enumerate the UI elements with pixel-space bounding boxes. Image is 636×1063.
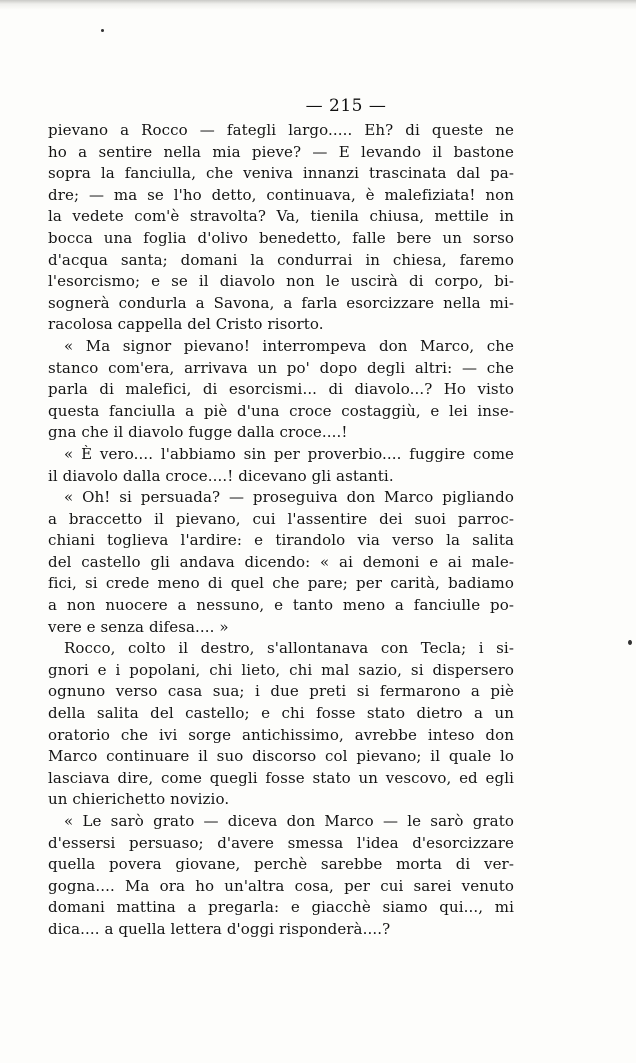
text-line: sognerà condurla a Savona, a farla esorcizzare nella mi-	[48, 293, 514, 312]
text-line: lasciava dire, come quegli fosse stato un vescovo, ed egli	[48, 768, 514, 787]
text-line: a braccetto il pievano, cui l'assentire dei suoi parroc-	[48, 509, 514, 528]
page-top-edge	[0, 0, 636, 10]
text-line: gna che il diavolo fugge dalla croce....!	[48, 423, 348, 442]
text-line: fici, si crede meno di quel che pare; per carità, badiamo	[48, 574, 514, 593]
text-line: Rocco, colto il destro, s'allontanava con Tecla; i si-	[64, 639, 514, 658]
text-line: dre; — ma se l'ho detto, continuava, è malefiziata! non	[48, 185, 514, 204]
body-text	[48, 120, 514, 941]
text-line: un chierichetto novizio.	[48, 790, 230, 809]
text-line: oratorio che ivi sorge antichissimo, avrebbe inteso don	[48, 725, 514, 744]
text-line: domani mattina a pregarla: e giacchè siamo qui..., mi	[48, 898, 514, 917]
text-line: d'essersi persuaso; d'avere smessa l'idea d'esorcizzare	[48, 833, 514, 852]
text-line: quella povera giovane, perchè sarebbe morta di ver-	[48, 855, 514, 874]
text-line: a non nuocere a nessuno, e tanto meno a fanciulle po-	[48, 596, 514, 615]
text-line: pievano a Rocco — fategli largo..... Eh? di queste ne	[48, 121, 514, 139]
text-line: gogna.... Ma ora ho un'altra cosa, per cui sarei venuto	[48, 876, 514, 895]
text-line: bocca una foglia d'olivo benedetto, falle bere un sorso	[48, 228, 514, 247]
ink-speck	[101, 29, 104, 32]
text-line: parla di malefici, di esorcismi... di diavolo...? Ho visto	[48, 380, 514, 399]
page-number: — 215 —	[305, 96, 387, 116]
text-line: la vedete com'è stravolta? Va, tienila chiusa, mettile in	[48, 207, 514, 226]
text-line: vere e senza difesa.... »	[48, 617, 229, 636]
text-line: « Ma signor pievano! interrompeva don Marco, che	[64, 336, 514, 355]
text-line: « È vero.... l'abbiamo sin per proverbio.... fuggire come	[64, 444, 514, 463]
text-line: sopra la fanciulla, che veniva innanzi trascinata dal pa-	[48, 164, 514, 183]
text-line: della salita del castello; e chi fosse stato dietro a un	[48, 704, 514, 723]
text-line: « Oh! si persuada? — proseguiva don Marco pigliando	[64, 488, 514, 507]
text-line: ho a sentire nella mia pieve? — E levando il bastone	[48, 142, 514, 161]
text-line: Marco continuare il suo discorso col pievano; il quale lo	[48, 747, 514, 766]
text-line: stanco com'era, arrivava un po' dopo degli altri: — che	[48, 358, 514, 377]
ink-speck	[628, 640, 632, 645]
text-line: chiani toglieva l'ardire: e tirandolo via verso la salita	[48, 531, 514, 550]
text-line: ognuno verso casa sua; i due preti si fermarono a piè	[48, 682, 514, 701]
text-line: questa fanciulla a piè d'una croce costaggiù, e lei inse-	[48, 401, 514, 420]
text-line: « Le sarò grato — diceva don Marco — le sarò grato	[64, 812, 514, 830]
text-line: l'esorcismo; e se il diavolo non le uscirà di corpo, bi-	[48, 272, 514, 291]
text-line: dica.... a quella lettera d'oggi risponderà....?	[48, 919, 391, 938]
text-line: il diavolo dalla croce....! dicevano gli astanti.	[48, 466, 394, 485]
text-line: d'acqua santa; domani la condurrai in chiesa, faremo	[48, 250, 514, 269]
text-line: racolosa cappella del Cristo risorto.	[48, 315, 324, 334]
text-line: gnori e i popolani, chi lieto, chi mal sazio, si dispersero	[48, 660, 514, 679]
text-line: del castello gli andava dicendo: « ai demoni e ai male-	[48, 552, 514, 571]
